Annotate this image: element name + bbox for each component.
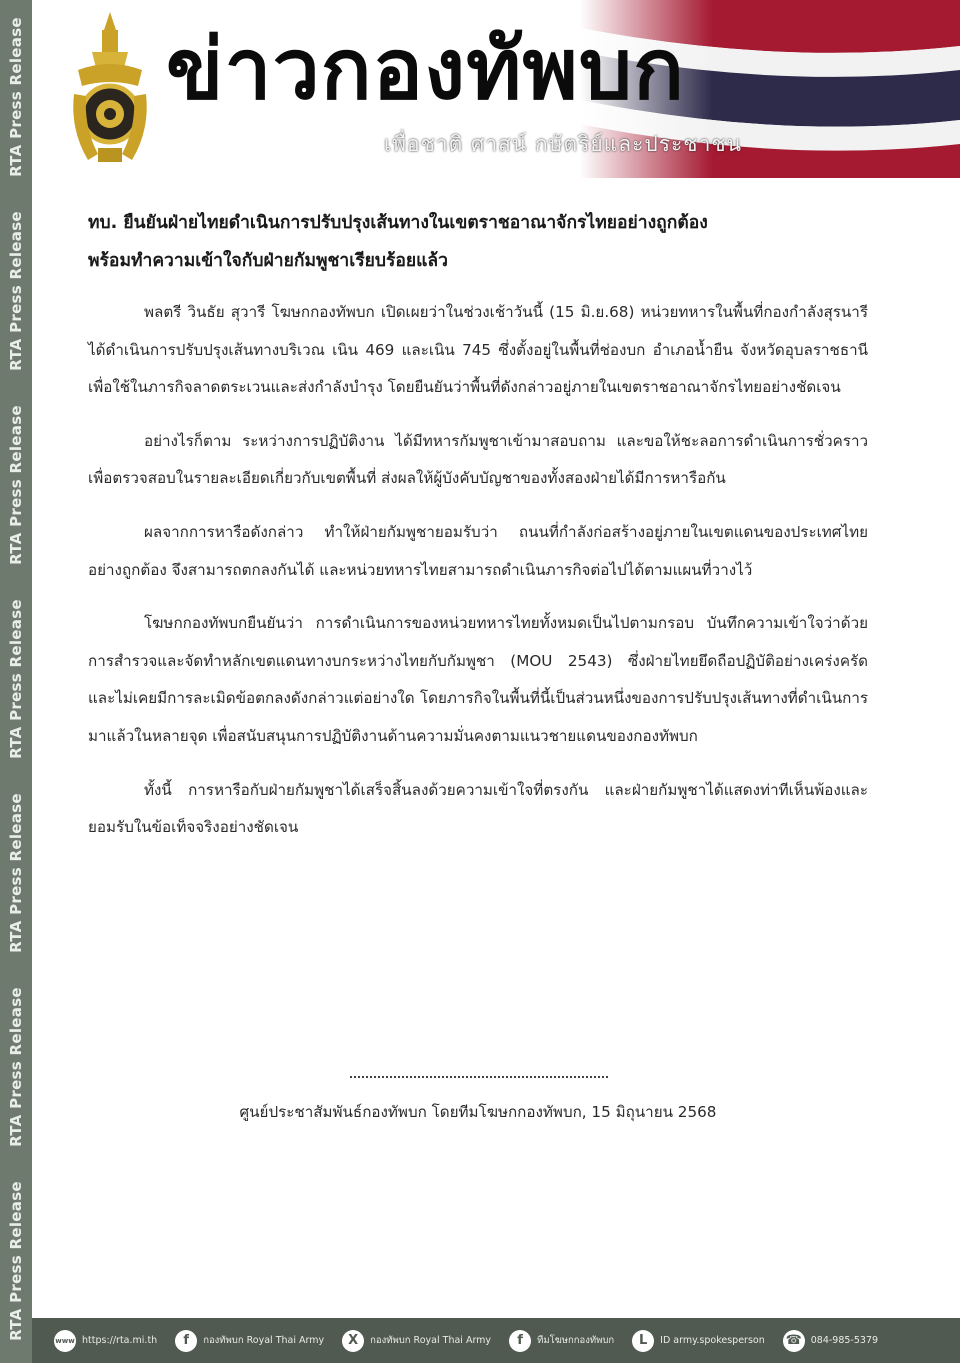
facebook-icon: f [509,1330,531,1352]
headline-line-1: ทบ. ยืนยันฝ่ายไทยดำเนินการปรับปรุงเส้นทางในเขตราชอาณาจักรไทยอย่างถูกต้อง [88,213,708,233]
line-icon: L [632,1330,654,1352]
footer-phone-text: 084-985-5379 [810,1335,879,1346]
article-paragraph: ผลจากการหารือดังกล่าว ทำให้ฝ่ายกัมพูชายอมรับว่า ถนนที่กำลังก่อสร้างอยู่ภายในเขตแดนของประเทศไทยอย่างถูกต้อง จึงสามารถตกลงกันได้ และหน่วยทหารไทยสามารถดำเนินภารกิจต่อไปได้ตามแผนที่วางไว้ [88,522,868,579]
side-band-label: RTA Press Release [7,211,25,371]
side-band [0,0,32,1363]
footer-website-text: https://rta.mi.th [82,1335,158,1346]
footer-x-text: กองทัพบก Royal Thai Army [370,1335,492,1346]
article [88,196,868,863]
side-band-label: RTA Press Release [7,599,25,759]
side-band-label: RTA Press Release [7,987,25,1147]
masthead [32,0,960,178]
side-band-label: RTA Press Release [7,793,25,953]
signature-divider [350,1076,608,1078]
side-band-label: RTA Press Release [7,1181,25,1341]
www-icon: www [54,1330,76,1352]
footer-facebook-spokesperson-text: ทีมโฆษกกองทัพบก [537,1335,615,1346]
masthead-title: ข่าวกองทัพบก [166,20,686,118]
article-paragraph: พลตรี วินธัย สุวารี โฆษกกองทัพบก เปิดเผยว่าในช่วงเช้าวันนี้ (15 มิ.ย.68) หน่วยทหารในพื้นที่กองกำลังสุรนารี ได้ดำเนินการปรับปรุงเส้นทางบริเวณ เนิน 469 และเนิน 745 ซึ่งตั้งอยู่ในพื้นที่ช่องบก อำเภอน้ำยืน จังหวัดอุบลราชธานี เพื่อใช้ในภารกิจลาดตระเวนและส่งกำลังบำรุง โดยยืนยันว่าพื้นที่ดังกล่าวอยู่ภายในเขตราชอาณาจักรไทยอย่างชัดเจน [88,303,868,397]
footer-line-text: ID army.spokesperson [660,1335,765,1346]
footer-facebook[interactable] [175,1330,324,1352]
headline-line-2: พร้อมทำความเข้าใจกับฝ่ายกัมพูชาเรียบร้อยแล้ว [88,251,448,271]
footer-x[interactable] [342,1330,491,1352]
footer-line[interactable] [632,1330,765,1352]
article-headline [88,204,868,280]
article-paragraph: ทั้งนี้ การหารือกับฝ่ายกัมพูชาได้เสร็จสิ้นลงด้วยความเข้าใจที่ตรงกัน และฝ่ายกัมพูชาได้แสดงท่าทีเห็นพ้องและยอมรับในข้อเท็จจริงอย่างชัดเจน [88,780,868,837]
footer-website[interactable] [54,1330,157,1352]
royal-thai-army-emblem-icon [68,10,152,170]
facebook-icon: f [175,1330,197,1352]
footer-facebook-text: กองทัพบก Royal Thai Army [203,1335,325,1346]
footer-facebook-spokesperson[interactable] [509,1330,614,1352]
phone-icon: ☎ [783,1330,805,1352]
signature-line: ศูนย์ประชาสัมพันธ์กองทัพบก โดยทีมโฆษกกองทัพบก, 15 มิถุนายน 2568 [239,1103,717,1121]
masthead-subtitle: เพื่อชาติ ศาสน์ กษัตริย์และประชาชน [384,132,742,156]
x-icon: X [342,1330,364,1352]
article-paragraph: อย่างไรก็ตาม ระหว่างการปฏิบัติงาน ได้มีทหารกัมพูชาเข้ามาสอบถาม และขอให้ชะลอการดำเนินการชั่วคราว เพื่อตรวจสอบในรายละเอียดเกี่ยวกับเขตพื้นที่ ส่งผลให้ผู้บังคับบัญชาของทั้งสองฝ่ายได้มีการหารือกัน [88,431,868,488]
side-band-label: RTA Press Release [7,17,25,177]
contact-footer [32,1318,960,1363]
footer-phone[interactable] [783,1330,878,1352]
article-paragraph: โฆษกกองทัพบกยืนยันว่า การดำเนินการของหน่วยทหารไทยทั้งหมดเป็นไปตามกรอบ บันทึกความเข้าใจว่าด้วยการสำรวจและจัดทำหลักเขตแดนทางบกระหว่างไทยกับกัมพูชา (MOU 2543) ซึ่งฝ่ายไทยยึดถือปฏิบัติอย่างเคร่งครัด และไม่เคยมีการละเมิดข้อตกลงดังกล่าวแต่อย่างใด โดยภารกิจในพื้นที่นี้เป็นส่วนหนึ่งของการปรับปรุงเส้นทางที่ดำเนินการมาแล้วในหลายจุด เพื่อสนับสนุนการปฏิบัติงานด้านความมั่นคงตามแนวชายแดนของกองทัพบก [88,614,868,745]
side-band-label: RTA Press Release [7,405,25,565]
